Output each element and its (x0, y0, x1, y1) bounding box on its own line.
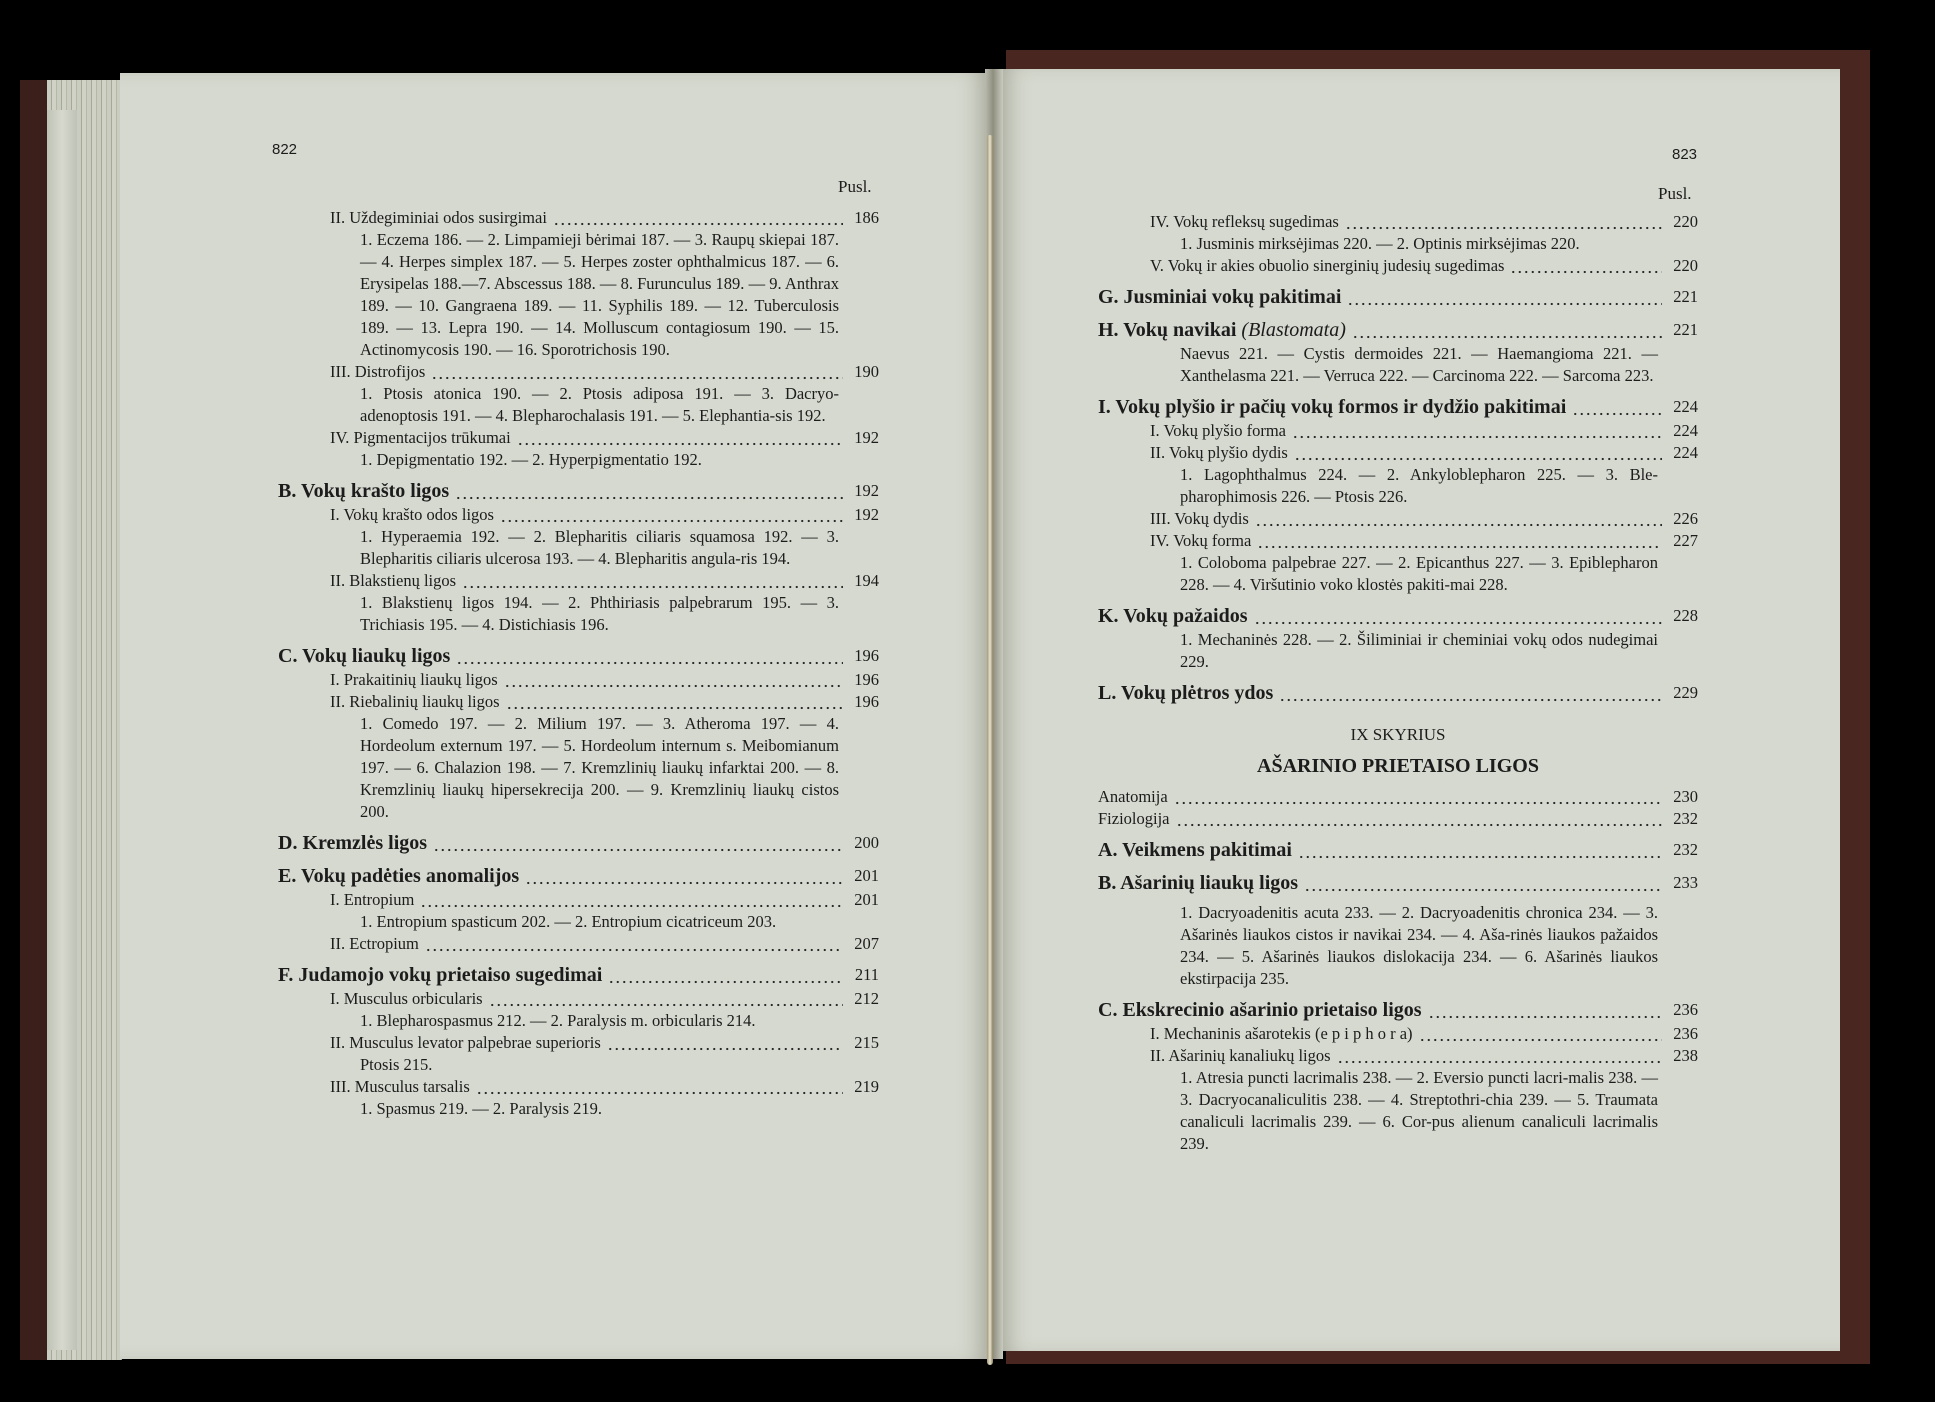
toc-entry (1098, 442, 1698, 464)
toc-entry-title (330, 691, 500, 713)
dot-leader (1347, 284, 1662, 310)
left-page-number: 822 (272, 141, 298, 158)
toc-entry (278, 889, 879, 911)
toc-entry-text: I. Prakaitinių liaukų ligos (330, 670, 498, 689)
toc-page-number: 190 (854, 362, 879, 381)
toc-page-number: 219 (854, 1077, 879, 1096)
right-toc (1098, 211, 1698, 1155)
dot-leader (1254, 603, 1662, 629)
dot-leader (1419, 1023, 1662, 1045)
toc-entry-title (330, 889, 414, 911)
toc-heading (1098, 317, 1698, 343)
toc-heading (278, 643, 879, 669)
toc-entry-text: I. Vokų plyšio ir pačių vokų formos ir dydžio pakitimai (1098, 396, 1567, 418)
toc-detail: Ptosis 215. (360, 1055, 433, 1074)
toc-entry (278, 361, 879, 383)
dot-leader (1257, 530, 1662, 552)
toc-page-number: 207 (854, 934, 879, 953)
toc-entry-text: B. Ašarinių liaukų ligos (1098, 872, 1299, 894)
toc-entry-text: L. Vokų plėtros ydos (1098, 682, 1274, 704)
dot-leader (525, 863, 843, 889)
toc-detail: 1. Dacryoadenitis acuta 233. — 2. Dacryoadenitis chronica 234. — 3. Ašarinės liaukos cistos ir navikai 234. — 4. Aša-rinės liaukos pažaidos 234. — 5. Ašarinės liaukos dislokacija 234. — 6. Ašarinės liaukos ekstirpacija 235. (1180, 903, 1658, 988)
toc-detail: 1. Jusminis mirksėjimas 220. — 2. Optinis mirksėjimas 220. (1180, 234, 1580, 253)
toc-page-number: 196 (854, 646, 879, 665)
dot-leader (506, 691, 843, 713)
toc-entry-title (330, 427, 511, 449)
toc-page-number: 236 (1673, 1000, 1698, 1019)
toc-entry-text: III. Vokų dydis (1150, 509, 1249, 528)
toc-page-number: 221 (1673, 320, 1698, 339)
toc-entry-title (330, 1032, 601, 1054)
toc-entry (1098, 786, 1698, 808)
toc-entry-text: I. Mechaninis ašarotekis (e p i p h o r a) (1150, 1024, 1413, 1043)
toc-heading (1098, 603, 1698, 629)
toc-entry-text: II. Blakstienų ligos (330, 571, 457, 590)
toc-detail: 1. Coloboma palpebrae 227. — 2. Epicanthus 227. — 3. Epiblepharon 228. — 4. Viršutinio voko klostės pakiti-mai 228. (1180, 553, 1658, 594)
toc-entry-text: V. Vokų ir akies obuolio sinerginių judesių sugedimas (1150, 256, 1505, 275)
toc-entry-title (1150, 1023, 1413, 1045)
toc-entry (278, 933, 879, 955)
toc-entry-italic: (Blastomata) (1241, 319, 1346, 341)
toc-entry (278, 570, 879, 592)
dot-leader (553, 207, 843, 229)
toc-entry-text: II. Musculus levator palpebrae superioris (330, 1033, 601, 1052)
toc-entry-title (278, 962, 602, 988)
toc-page-number: 227 (1673, 531, 1698, 550)
toc-detail: 1. Hyperaemia 192. — 2. Blepharitis ciliaris squamosa 192. — 3. Blepharitis ciliaris ulcerosa 193. — 4. Blepharitis angula-ris 194. (360, 527, 839, 568)
dot-leader (1174, 786, 1662, 808)
toc-heading (278, 863, 879, 889)
toc-entry-title (1098, 786, 1168, 808)
toc-entry-text: I. Vokų plyšio forma (1150, 421, 1286, 440)
toc-entry-title (330, 207, 547, 229)
dot-leader (462, 570, 843, 592)
toc-entry-text: F. Judamojo vokų prietaiso sugedimai (278, 964, 603, 986)
toc-detail: 1. Depigmentatio 192. — 2. Hyperpigmentatio 192. (360, 450, 702, 469)
toc-entry (1098, 530, 1698, 552)
toc-entry-text: E. Vokų padėties anomalijos (278, 865, 520, 887)
toc-entry-title (1098, 808, 1170, 830)
toc-heading (1098, 394, 1698, 420)
toc-entry-title (330, 570, 456, 592)
toc-page-number: 201 (854, 890, 879, 909)
toc-page-number: 211 (854, 965, 879, 984)
toc-entry (278, 669, 879, 691)
dot-leader (608, 962, 843, 988)
toc-page-number: 224 (1673, 443, 1698, 462)
left-toc (278, 207, 879, 1120)
toc-entry (1098, 508, 1698, 530)
toc-entry-title (278, 643, 450, 669)
toc-entry-text: II. Vokų plyšio dydis (1150, 443, 1288, 462)
toc-entry (278, 691, 879, 713)
toc-heading (1098, 870, 1698, 896)
toc-entry-title (1150, 420, 1286, 442)
dot-leader (500, 504, 843, 526)
toc-entry-text: II. Ašarinių kanaliukų ligos (1150, 1046, 1331, 1065)
toc-page-number: 226 (1673, 509, 1698, 528)
dot-leader (1572, 394, 1662, 420)
page-stack-outer (47, 110, 77, 1350)
toc-entry-title (1098, 394, 1566, 420)
toc-entry-title (330, 361, 425, 383)
toc-entry-text: Fiziologija (1098, 809, 1170, 828)
dot-leader (1510, 255, 1662, 277)
toc-page-number: 201 (854, 866, 879, 885)
toc-entry-text: I. Entropium (330, 890, 415, 909)
dot-leader (1304, 870, 1662, 896)
toc-entry-title (1150, 508, 1249, 530)
toc-entry (278, 988, 879, 1010)
toc-detail: 1. Comedo 197. — 2. Milium 197. — 3. Atheroma 197. — 4. Hordeolum externum 197. — 5. Hordeolum internum s. Meibomianum 197. — 6. Chalazion 198. — 7. Kremzlinių liaukų infarktai 200. — 8. Kremzlinių liaukų hipersekrecija 200. — 9. Kremzlinių liaukų cistos 200. (360, 714, 839, 821)
toc-entry-text: IV. Vokų forma (1150, 531, 1252, 550)
toc-entry (1098, 211, 1698, 233)
dot-leader (455, 478, 843, 504)
toc-entry-title (1150, 211, 1339, 233)
toc-entry-title (1098, 680, 1273, 706)
toc-entry (278, 1076, 879, 1098)
dot-leader (1292, 420, 1662, 442)
toc-entry-text: H. Vokų navikai (1098, 319, 1237, 341)
toc-detail: Naevus 221. — Cystis dermoides 221. — Haemangioma 221. — Xanthelasma 221. — Verruca 222. — Carcinoma 222. — Sarcoma 223. (1180, 344, 1658, 385)
dot-leader (607, 1032, 843, 1054)
dot-leader (1428, 997, 1662, 1023)
dot-leader (433, 830, 843, 856)
toc-page-number: 232 (1673, 840, 1698, 859)
toc-entry-title (1098, 603, 1248, 629)
toc-entry (1098, 808, 1698, 830)
chapter-label: IX SKYRIUS (1350, 725, 1446, 744)
toc-entry-title (330, 988, 483, 1010)
toc-page-number: 233 (1673, 873, 1698, 892)
toc-entry-text: IV. Pigmentacijos trūkumai (330, 428, 511, 447)
toc-entry-text: I. Musculus orbicularis (330, 989, 483, 1008)
chapter-title: AŠARINIO PRIETAISO LIGOS (1257, 755, 1539, 777)
toc-page-number: 212 (854, 989, 879, 1008)
toc-entry-text: I. Vokų krašto odos ligos (330, 505, 494, 524)
right-pusl-header: Pusl. (1658, 184, 1692, 203)
toc-entry-title (1150, 442, 1288, 464)
toc-entry-text: C. Ekskrecinio ašarinio prietaiso ligos (1098, 999, 1422, 1021)
toc-entry-title (278, 863, 519, 889)
toc-page-number: 200 (854, 833, 879, 852)
dot-leader (504, 669, 843, 691)
toc-entry (1098, 255, 1698, 277)
dot-leader (1176, 808, 1663, 830)
toc-entry-text: A. Veikmens pakitimai (1098, 839, 1292, 861)
dot-leader (1337, 1045, 1662, 1067)
toc-heading (278, 830, 879, 856)
dot-leader (1298, 837, 1662, 863)
toc-entry-title (1098, 870, 1298, 896)
toc-page-number: 192 (854, 428, 879, 447)
toc-entry-title (1150, 530, 1251, 552)
toc-entry-title (1150, 1045, 1331, 1067)
toc-entry (1098, 1045, 1698, 1067)
toc-detail: 1. Entropium spasticum 202. — 2. Entropium cicatriceum 203. (360, 912, 777, 931)
toc-detail: 1. Mechaninės 228. — 2. Šiliminiai ir cheminiai vokų odos nudegimai 229. (1180, 630, 1658, 671)
toc-detail: 1. Spasmus 219. — 2. Paralysis 219. (360, 1099, 603, 1118)
toc-page-number: 215 (854, 1033, 879, 1052)
toc-entry-title (1098, 284, 1341, 310)
toc-heading (278, 962, 879, 988)
toc-page-number: 228 (1673, 606, 1698, 625)
toc-entry-text: G. Jusminiai vokų pakitimai (1098, 286, 1342, 308)
toc-heading (1098, 284, 1698, 310)
binding-thread (987, 135, 993, 1365)
toc-entry-text: II. Ectropium (330, 934, 419, 953)
toc-detail: 1. Eczema 186. — 2. Limpamieji bėrimai 187. — 3. Raupų skiepai 187. — 4. Herpes simplex 187. — 5. Herpes zoster ophthalmicus 187. — 6. Erysipelas 188.—7. Abscessus 188. — 8. Furunculus 189. — 9. Anthrax 189. — 10. Gangraena 189. — 11. Syphilis 189. — 12. Tuberculosis 189. — 13. Lepra 190. — 14. Molluscum contagiosum 190. — 15. Actinomycosis 190. — 16. Sporotrichosis 190. (360, 230, 839, 359)
toc-entry-text: Anatomija (1098, 787, 1168, 806)
toc-entry-text: D. Kremzlės ligos (278, 832, 428, 854)
toc-heading (1098, 837, 1698, 863)
toc-entry (278, 1032, 879, 1054)
toc-page-number: 224 (1673, 397, 1698, 416)
toc-page-number: 238 (1673, 1046, 1698, 1065)
toc-heading (1098, 997, 1698, 1023)
toc-entry-title (1150, 255, 1504, 277)
toc-entry-title (1098, 317, 1346, 343)
toc-detail: 1. Ptosis atonica 190. — 2. Ptosis adiposa 191. — 3. Dacryo-adenoptosis 191. — 4. Blepharochalasis 191. — 5. Elephantia-sis 192. (360, 384, 839, 425)
toc-page-number: 232 (1673, 809, 1698, 828)
toc-entry-text: K. Vokų pažaidos (1098, 605, 1248, 627)
toc-entry-title (330, 504, 494, 526)
toc-page-number: 192 (854, 505, 879, 524)
dot-leader (420, 889, 843, 911)
dot-leader (489, 988, 843, 1010)
toc-entry-text: III. Distrofijos (330, 362, 426, 381)
toc-entry-text: II. Uždegiminiai odos susirgimai (330, 208, 547, 227)
dot-leader (1279, 680, 1662, 706)
toc-detail: 1. Lagophthalmus 224. — 2. Ankyloblepharon 225. — 3. Ble-pharophimosis 226. — Ptosis 226. (1180, 465, 1658, 506)
toc-entry-text: II. Riebalinių liaukų ligos (330, 692, 500, 711)
toc-page-number: 196 (854, 670, 879, 689)
toc-entry-title (1098, 997, 1422, 1023)
toc-entry (278, 207, 879, 229)
toc-entry-title (330, 933, 419, 955)
toc-entry (278, 427, 879, 449)
toc-entry-title (330, 1076, 470, 1098)
toc-entry-text: C. Vokų liaukų ligos (278, 645, 451, 667)
toc-entry-title (1098, 837, 1292, 863)
right-page-number: 823 (1672, 146, 1698, 163)
toc-entry-text: B. Vokų krašto ligos (278, 480, 450, 502)
toc-entry-title (330, 669, 498, 691)
toc-page-number: 196 (854, 692, 879, 711)
dot-leader (425, 933, 843, 955)
dot-leader (1255, 508, 1662, 530)
toc-entry-title (278, 478, 449, 504)
toc-entry (1098, 420, 1698, 442)
toc-page-number: 220 (1673, 212, 1698, 231)
left-pusl-header: Pusl. (838, 177, 872, 196)
toc-page-number: 230 (1673, 787, 1698, 806)
dot-leader (476, 1076, 843, 1098)
toc-entry-title (278, 830, 427, 856)
dot-leader (1294, 442, 1662, 464)
toc-page-number: 186 (854, 208, 879, 227)
toc-entry (1098, 1023, 1698, 1045)
dot-leader (456, 643, 843, 669)
toc-page-number: 229 (1673, 683, 1698, 702)
toc-detail: 1. Atresia puncti lacrimalis 238. — 2. Eversio puncti lacri-malis 238. — 3. Dacryocanaliculitis 238. — 4. Streptothri-chia 239. — 5. Traumata canaliculi lacrimalis 239. — 6. Cor-pus alienum canaliculi lacrimalis 239. (1180, 1068, 1658, 1153)
toc-page-number: 221 (1673, 287, 1698, 306)
dot-leader (1352, 317, 1662, 343)
toc-heading (278, 478, 879, 504)
toc-heading (1098, 680, 1698, 706)
toc-page-number: 194 (854, 571, 879, 590)
toc-page-number: 220 (1673, 256, 1698, 275)
dot-leader (1345, 211, 1662, 233)
dot-leader (517, 427, 843, 449)
toc-detail: 1. Blakstienų ligos 194. — 2. Phthiriasis palpebrarum 195. — 3. Trichiasis 195. — 4. Distichiasis 196. (360, 593, 839, 634)
dot-leader (431, 361, 843, 383)
toc-page-number: 224 (1673, 421, 1698, 440)
toc-entry-text: IV. Vokų refleksų sugedimas (1150, 212, 1339, 231)
toc-detail: 1. Blepharospasmus 212. — 2. Paralysis m. orbicularis 214. (360, 1011, 756, 1030)
toc-entry-text: III. Musculus tarsalis (330, 1077, 470, 1096)
toc-entry (278, 504, 879, 526)
toc-page-number: 236 (1673, 1024, 1698, 1043)
toc-page-number: 192 (854, 481, 879, 500)
